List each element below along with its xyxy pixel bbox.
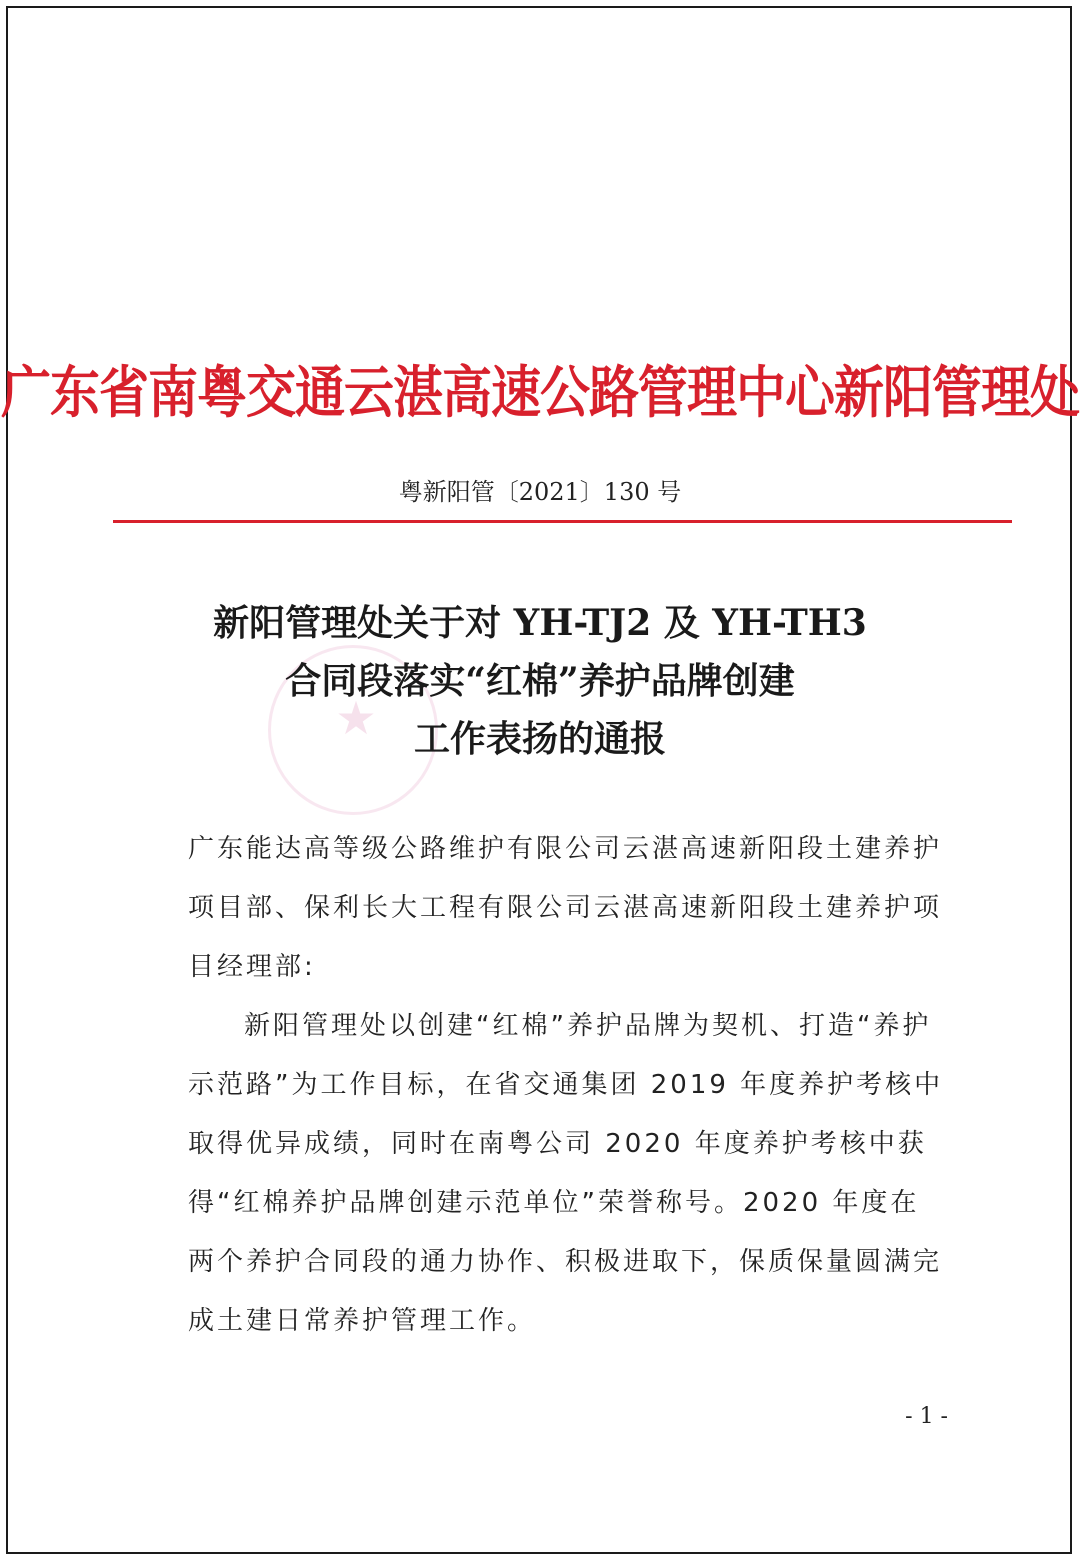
seal-star-icon: ★ <box>335 691 377 745</box>
red-divider-line <box>113 520 1012 523</box>
title-line-2: 合同段落实“红棉”养护品牌创建 <box>285 660 795 702</box>
title-line-3: 工作表扬的通报 <box>413 718 666 760</box>
document-title <box>0 594 1080 768</box>
title-line-1: 新阳管理处关于对 YH-TJ2 及 YH-TH3 <box>213 602 867 644</box>
issuing-organization-header: 广东省南粤交通云湛高速公路管理中心新阳管理处 <box>1 359 1079 426</box>
document-number: 粤新阳管〔2021〕130 号 <box>398 478 682 506</box>
body-paragraph-1: 新阳管理处以创建“红棉”养护品牌为契机、打造“养护示范路”为工作目标，在省交通集团 2019 年度养护考核中取得优异成绩，同时在南粤公司 2020 年度养护考核中获得“红棉养护品牌创建示范单位”荣誉称号。2020 年度在两个养护合同段的通力协作、积极进取下，保质保量圆满完成土建日常养护管理工作。 <box>188 1011 944 1336</box>
recipients-paragraph: 广东能达高等级公路维护有限公司云湛高速新阳段土建养护项目部、保利长大工程有限公司云湛高速新阳段土建养护项目经理部: <box>188 834 943 982</box>
page-number: - 1 - <box>905 1404 948 1429</box>
document-body <box>188 820 948 1351</box>
